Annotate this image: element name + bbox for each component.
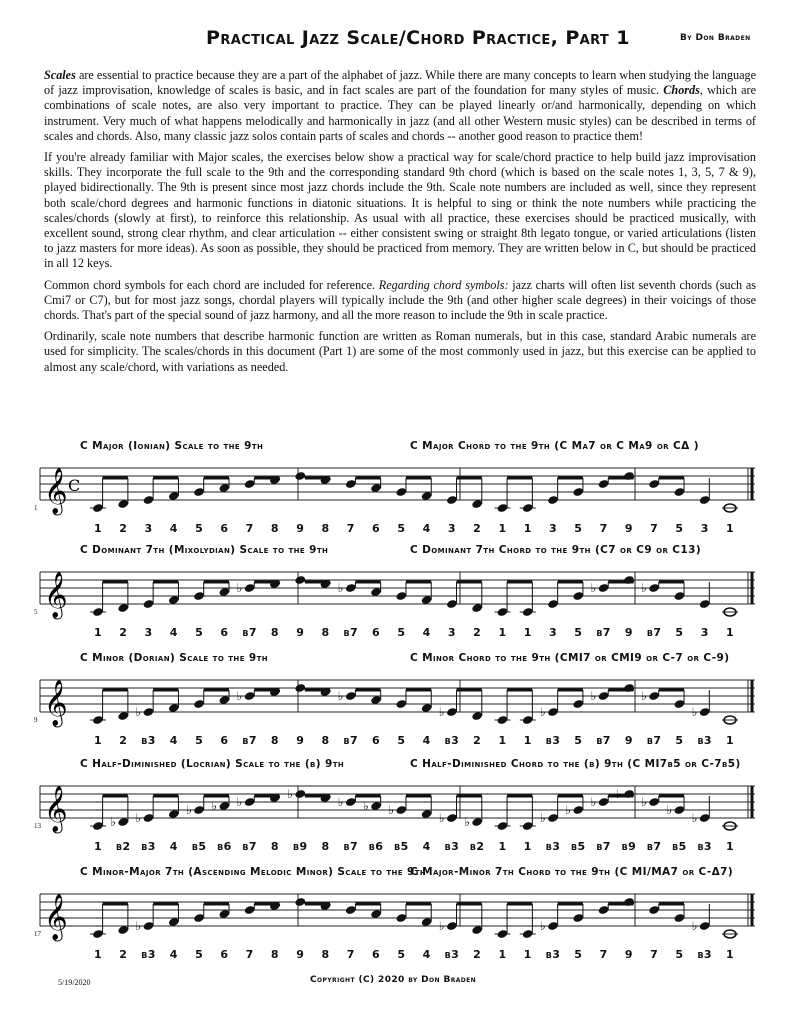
scale-degree: b5 <box>672 840 687 853</box>
scale-title: C Dominant 7th (Mixolydian) Scale to the 9th <box>80 544 329 556</box>
treble-clef-icon: 𝄞 <box>44 786 68 832</box>
scale-degree: 6 <box>220 522 229 535</box>
flat-icon: ♭ <box>691 705 698 719</box>
scale-degree: 8 <box>321 522 330 535</box>
scale-title: C Minor-Major 7th (Ascending Melodic Minor) Scale to the 9th <box>80 866 427 878</box>
scale-degree: 6 <box>220 948 229 961</box>
page-title: Practical Jazz Scale/Chord Practice, Part 1 <box>206 27 630 49</box>
flat-icon: ♭ <box>337 581 344 595</box>
scale-degree: 7 <box>245 948 254 961</box>
chord-title: C Major-Minor 7th Chord to the 9th (C MI/MA7 or C-Δ7) <box>410 866 734 878</box>
scale-degree: b3 <box>444 948 460 961</box>
measure-number: 17 <box>34 930 41 938</box>
treble-clef-icon: 𝄞 <box>44 680 68 726</box>
flat-icon: ♭ <box>641 689 647 703</box>
scale-degree: 8 <box>321 948 330 961</box>
scale-degree: 5 <box>574 522 583 535</box>
flat-icon: ♭ <box>641 795 647 809</box>
flat-icon: ♭ <box>110 815 116 829</box>
chord-title: C Minor Chord to the 9th (CMI7 or CMI9 or C-7 or C-9) <box>410 652 730 664</box>
scale-degree: 9 <box>296 948 305 961</box>
paragraph-1 <box>44 68 756 144</box>
paragraph-1-text-a: are essential to practice because they are a part of the alphabet of jazz. While there are many concepts to learn when studying the language of jazz improvisation, knowledge of scales is basic, and in fact scales are part of the foundation for many styles of music. <box>44 68 756 98</box>
scale-degree: 3 <box>549 626 558 639</box>
scale-degree: 6 <box>220 626 229 639</box>
scale-degree: b3 <box>697 734 712 747</box>
scale-degree: b3 <box>141 734 156 747</box>
scale-degree: 8 <box>270 948 279 961</box>
scale-degree: 2 <box>473 522 482 535</box>
scale-degree: 1 <box>725 840 735 853</box>
scale-degree: b7 <box>596 626 611 639</box>
scale-degree: 4 <box>422 734 431 747</box>
scale-degree: 1 <box>523 522 532 535</box>
flat-icon: ♭ <box>236 689 243 703</box>
treble-clef-icon: 𝄞 <box>44 572 68 618</box>
scale-degree: 4 <box>169 522 178 535</box>
flat-icon: ♭ <box>565 803 571 817</box>
scale-degree: 3 <box>447 522 456 535</box>
scale-degree: b3 <box>141 948 156 961</box>
flat-icon: ♭ <box>438 919 445 933</box>
scale-degree: 5 <box>397 734 406 747</box>
flat-icon: ♭ <box>590 689 597 703</box>
scale-degree: 1 <box>523 626 532 639</box>
scale-degree: b2 <box>469 840 485 853</box>
scale-degree: 2 <box>473 626 482 639</box>
exercise-minor <box>34 652 755 772</box>
music-staff <box>40 672 755 732</box>
exercise-half-diminished <box>34 758 755 878</box>
document-date: 5/19/2020 <box>58 978 91 987</box>
music-staff <box>40 460 755 520</box>
scale-degree: 6 <box>220 734 229 747</box>
scale-degree: 8 <box>270 626 279 639</box>
scale-degree: 3 <box>700 522 709 535</box>
scale-degree-numbers <box>40 626 755 642</box>
time-signature: C <box>68 476 81 495</box>
scale-degree: 1 <box>725 734 735 747</box>
scale-degree: b7 <box>343 840 359 853</box>
measure-number: 5 <box>34 608 38 616</box>
scale-degree: 5 <box>397 522 406 535</box>
scale-degree: b3 <box>697 840 712 853</box>
scale-degree: 6 <box>372 734 381 747</box>
scale-degree: 1 <box>523 948 532 961</box>
exercise-major <box>34 440 755 560</box>
flat-icon: ♭ <box>590 795 597 809</box>
paragraph-3-text-b: jazz charts will often list seventh chords (such as Cmi7 or C7), but for most jazz songs, chordal players will typically include the 9th (and other higher scale degrees) in their voicings of those chords. That's part of the special sound of jazz harmony, and all the more reason to include the 9th in scale practice. <box>44 277 757 323</box>
flat-icon: ♭ <box>388 803 395 817</box>
scale-degree: 5 <box>574 734 583 747</box>
term-scales: Scales <box>44 68 76 82</box>
scale-degree: 1 <box>498 948 507 961</box>
scale-degree: b7 <box>646 626 662 639</box>
scale-degree: 2 <box>119 948 128 961</box>
flat-icon: ♭ <box>615 787 622 801</box>
scale-degree: 6 <box>372 948 381 961</box>
flat-icon: ♭ <box>666 803 673 817</box>
scale-degree: 5 <box>675 948 684 961</box>
scale-degree: b6 <box>368 840 384 853</box>
scale-degree: 2 <box>473 734 482 747</box>
paragraph-3 <box>44 278 756 324</box>
flat-icon: ♭ <box>135 705 142 719</box>
scale-degree: 3 <box>549 522 558 535</box>
scale-degree: 1 <box>498 734 507 747</box>
music-staff <box>40 564 755 624</box>
scale-degree: 4 <box>169 626 178 639</box>
scale-degree: b7 <box>242 626 257 639</box>
scale-title: C Half-Diminished (Locrian) Scale to the (b) 9th <box>80 758 345 770</box>
scale-degree: 2 <box>119 522 128 535</box>
scale-degree: b5 <box>394 840 409 853</box>
scale-degree: 7 <box>650 948 659 961</box>
scale-degree: 1 <box>523 840 532 853</box>
paragraph-1-text-b: , which are combinations of scale notes, are also very important to practice. They can be played linearly or/and harmonically, depending on which instrument. Very much of what happens melodically and harmonically in jazz (and all other Western music styles) can be described in terms of scales and chords. Also, many classic jazz solos contain parts of scales and chords -- another good reason to practice them! <box>44 83 756 143</box>
scale-degree: 4 <box>422 840 431 853</box>
scale-degree: b3 <box>545 948 561 961</box>
scale-degree: 5 <box>675 626 684 639</box>
scale-degree: 5 <box>574 948 583 961</box>
author-byline: By Don Braden <box>680 33 751 43</box>
term-chords: Chords <box>663 83 700 98</box>
scale-degree: 5 <box>574 626 583 639</box>
flat-icon: ♭ <box>540 811 546 825</box>
paragraph-3-italic: Regarding chord symbols: <box>378 277 509 292</box>
scale-degree: 6 <box>372 626 381 639</box>
treble-clef-icon: 𝄞 <box>44 894 68 940</box>
scale-degree: b7 <box>242 734 257 747</box>
paragraph-2: If you're already familiar with Major scales, the exercises below show a practical way for scale/chord practice to help build jazz improvisation skills. They incorporate the full scale to the 9th and the corresponding standard 9th chord (which is based on the scale notes 1, 3, 5, 7 & 9), played bidirectionally. The 9th is present since most jazz chords include the 9th. Scale note numbers are included as well, since they represent both scale/chord degrees and harmonic functions in diatonic situations. It is helpful to sing or think the note numbers while practicing the scales/chords (slowly at first), to reinforce this relationship. As usual with all practice, these exercises should be practiced musically, with excellent sound, strong clear rhythm, and clear articulation -- either consistent swing or straight 8th legato tongue, or varied articulations (listen to jazz masters for more ideas). As soon as possible, they should be practiced from memory. They are written below in C, but should be practiced in all 12 keys. <box>44 150 756 271</box>
flat-icon: ♭ <box>186 803 192 817</box>
scale-degree: b7 <box>343 734 359 747</box>
scale-degree: 5 <box>397 626 406 639</box>
flat-icon: ♭ <box>438 811 445 825</box>
scale-degree: 4 <box>169 948 178 961</box>
scale-degree: 9 <box>296 626 305 639</box>
scale-degree: 5 <box>675 522 684 535</box>
scale-degree: 1 <box>498 522 507 535</box>
scale-degree: b7 <box>596 840 611 853</box>
scale-degree: 8 <box>270 522 279 535</box>
scale-degree: 1 <box>523 734 532 747</box>
paragraph-3-text-a: Common chord symbols for each chord are included for reference. <box>44 277 379 292</box>
scale-degree: 1 <box>93 734 103 747</box>
scale-degree: b5 <box>191 840 207 853</box>
flat-icon: ♭ <box>287 787 293 801</box>
scale-degree: 3 <box>447 626 456 639</box>
scale-degree: b7 <box>242 840 257 853</box>
scale-degree: 9 <box>296 522 305 535</box>
scale-degree: 8 <box>321 734 330 747</box>
scale-degree: b5 <box>571 840 586 853</box>
scale-degree: b3 <box>697 948 712 961</box>
flat-icon: ♭ <box>438 705 445 719</box>
scale-title: C Minor (Dorian) Scale to the 9th <box>80 652 269 664</box>
scale-degree: b3 <box>141 840 156 853</box>
copyright-notice: Copyright (C) 2020 by Don Braden <box>310 975 477 985</box>
scale-degree: 7 <box>346 948 355 961</box>
scale-degree: 7 <box>650 522 659 535</box>
measure-number: 9 <box>34 716 38 724</box>
scale-degree: b3 <box>444 734 460 747</box>
scale-degree: 2 <box>119 734 128 747</box>
flat-icon: ♭ <box>363 799 369 813</box>
scale-degree: 5 <box>195 948 204 961</box>
scale-degree: 3 <box>144 522 153 535</box>
scale-degree: 3 <box>144 626 153 639</box>
paragraph-4: Ordinarily, scale note numbers that describe harmonic function are written as Roman numerals, but in this case, standard Arabic numerals are used for simplicity. The scales/chords in this document (Part 1) are some of the most commonly used in jazz, but this exercise can be applied to almost any scale/chord, with variations as needed. <box>44 329 756 374</box>
scale-degree: 1 <box>725 626 735 639</box>
scale-degree: 1 <box>93 948 103 961</box>
scale-degree: 8 <box>270 734 279 747</box>
scale-degree: 9 <box>624 948 633 961</box>
scale-degree: b7 <box>596 734 611 747</box>
scale-degree: 5 <box>195 626 204 639</box>
scale-degree: 8 <box>321 626 330 639</box>
scale-degree: 1 <box>93 840 103 853</box>
measure-number: 1 <box>34 504 38 512</box>
scale-degree: 5 <box>195 734 204 747</box>
measure-number: 13 <box>34 822 41 830</box>
scale-degree: b3 <box>545 734 561 747</box>
chord-title: C Dominant 7th Chord to the 9th (C7 or C9 or C13) <box>410 544 702 556</box>
scale-degree: 1 <box>498 840 507 853</box>
scale-degree: 6 <box>372 522 381 535</box>
scale-degree: 1 <box>725 522 735 535</box>
flat-icon: ♭ <box>236 795 243 809</box>
scale-degree: b3 <box>444 840 460 853</box>
chord-title: C Half-Diminished Chord to the (b) 9th (C MI7b5 or C-7b5) <box>410 758 741 770</box>
scale-degree: 7 <box>599 522 608 535</box>
scale-degree: b7 <box>646 734 662 747</box>
scale-title: C Major (Ionian) Scale to the 9th <box>80 440 264 452</box>
music-staff <box>40 778 755 838</box>
scale-degree: 8 <box>321 840 330 853</box>
scale-degree: 9 <box>296 734 305 747</box>
flat-icon: ♭ <box>590 581 597 595</box>
scale-degree: 8 <box>270 840 279 853</box>
scale-degree: b2 <box>115 840 131 853</box>
scale-degree: 7 <box>245 522 254 535</box>
scale-degree: 2 <box>119 626 128 639</box>
scale-degree: b6 <box>217 840 232 853</box>
scale-degree: 1 <box>93 626 103 639</box>
scale-degree: 4 <box>422 522 431 535</box>
flat-icon: ♭ <box>691 811 698 825</box>
treble-clef-icon: 𝄞 <box>44 468 68 514</box>
scale-degree-numbers <box>40 522 755 538</box>
flat-icon: ♭ <box>236 581 243 595</box>
exercise-minor-major <box>34 866 755 986</box>
exercise-dominant <box>34 544 755 664</box>
scale-degree: 4 <box>169 840 178 853</box>
scale-degree: 4 <box>422 626 431 639</box>
scale-degree-numbers <box>40 734 755 750</box>
scale-degree: 7 <box>346 522 355 535</box>
flat-icon: ♭ <box>464 815 470 829</box>
scale-degree: 5 <box>397 948 406 961</box>
scale-degree-numbers <box>40 840 755 856</box>
scale-degree: 5 <box>675 734 684 747</box>
flat-icon: ♭ <box>135 811 142 825</box>
flat-icon: ♭ <box>211 799 218 813</box>
flat-icon: ♭ <box>691 919 698 933</box>
scale-degree: b3 <box>545 840 561 853</box>
scale-degree: 9 <box>624 522 633 535</box>
flat-icon: ♭ <box>540 705 546 719</box>
flat-icon: ♭ <box>641 581 647 595</box>
scale-degree: 1 <box>725 948 735 961</box>
scale-degree: 9 <box>624 734 633 747</box>
flat-icon: ♭ <box>337 689 344 703</box>
scale-degree: 1 <box>93 522 103 535</box>
scale-degree: 1 <box>498 626 507 639</box>
scale-degree: b7 <box>646 840 662 853</box>
scale-degree: b9 <box>621 840 637 853</box>
scale-degree: 7 <box>599 948 608 961</box>
scale-degree: 9 <box>624 626 633 639</box>
scale-degree: b7 <box>343 626 359 639</box>
flat-icon: ♭ <box>135 919 142 933</box>
scale-degree: 3 <box>700 626 709 639</box>
scale-degree: 4 <box>422 948 431 961</box>
intro-text <box>44 68 756 381</box>
scale-degree: 5 <box>195 522 204 535</box>
flat-icon: ♭ <box>540 919 546 933</box>
scale-degree: b9 <box>292 840 308 853</box>
scale-degree: 2 <box>473 948 482 961</box>
flat-icon: ♭ <box>337 795 344 809</box>
scale-degree-numbers <box>40 948 755 964</box>
scale-degree: 4 <box>169 734 178 747</box>
chord-title: C Major Chord to the 9th (C Ma7 or C Ma9 or CΔ ) <box>410 440 699 452</box>
music-staff <box>40 886 755 946</box>
